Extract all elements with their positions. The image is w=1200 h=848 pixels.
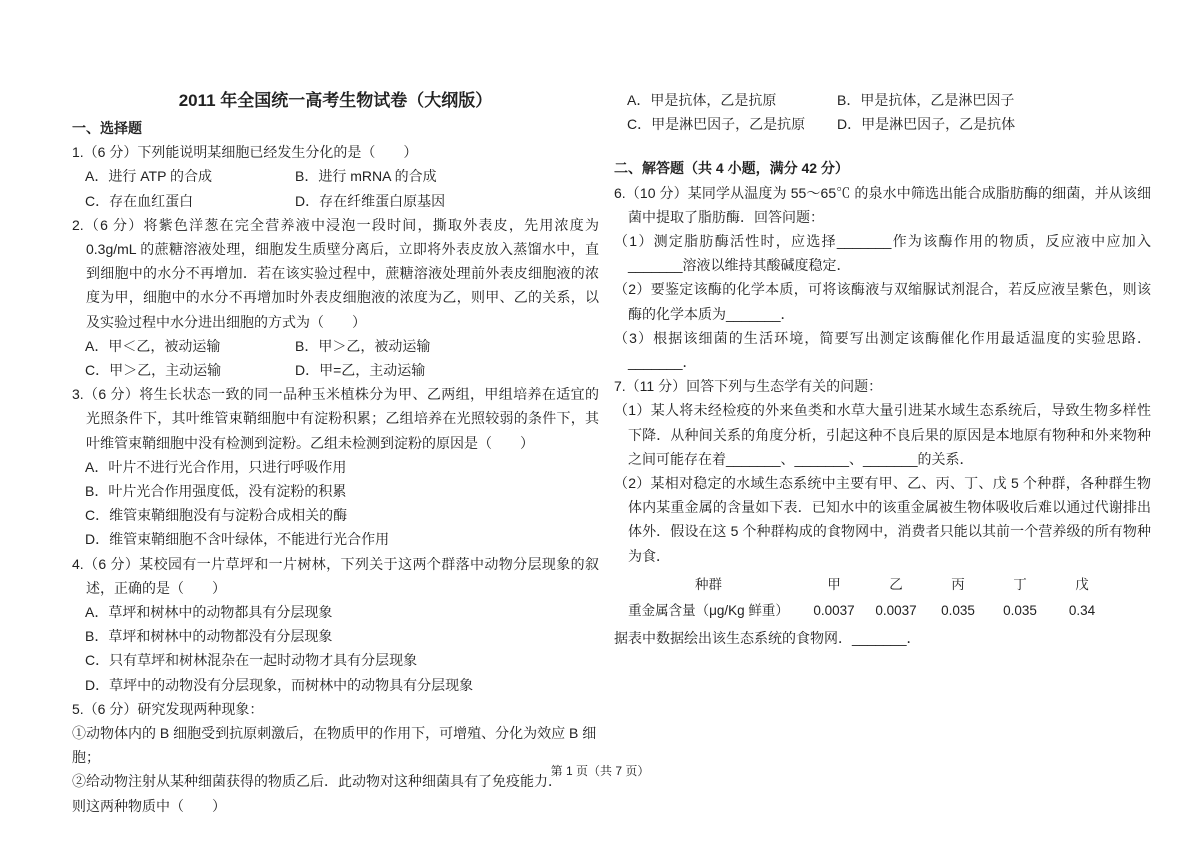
question-3-option-a: A．叶片不进行光合作用，只进行呼吸作用 [85,458,347,475]
question-1-stem: 1.（6 分）下列能说明某细胞已经发生分化的是（ ） [72,144,418,161]
question-4-option-a: A．草坪和树林中的动物都具有分层现象 [85,604,333,621]
question-6-stem: 6.（10 分）某同学从温度为 55～65℃ 的泉水中筛选出能合成脂肪酶的细菌，并从该细菌中提取了脂肪酶．回答问题： [614,184,1151,225]
question-5-options-cd [614,112,1151,136]
question-4-option-b: B．草坪和树林中的动物都没有分层现象 [85,628,333,645]
question-3-option-c: C．维管束鞘细胞没有与淀粉合成相关的酶 [85,507,348,524]
question-2-option-b: B．甲＞乙，被动运输 [295,337,431,354]
question-6-part-1: （1）测定脂肪酶活性时，应选择_______作为该酶作用的物质，反应液中应加入_______溶液以维持其酸碱度稳定． [614,233,1151,274]
question-2-options-ab [72,334,599,358]
question-3-option-d: D．维管束鞘细胞不含叶绿体，不能进行光合作用 [85,531,390,548]
table-header-wu: 戊 [1075,576,1089,592]
question-7-part-2: （2）某相对稳定的水域生态系统中主要有甲、乙、丙、丁、戊 5 个种群，各种群生物体内某重金属的含量如下表．已知水中的该重金属被生物体吸收后难以通过代谢排出体外．假设在这 5 个种群构成的食物网中，消费者只能以其前一个营养级的所有物种为食． [614,475,1151,564]
table-data-row [614,598,1113,624]
section2-header: 二、解答题（共 4 小题，满分 42 分） [614,160,849,177]
left-column [72,88,599,818]
question-7-part-1: （1）某人将未经检疫的外来鱼类和水草大量引进某水域生态系统后，导致生物多样性下降．从种间关系的角度分析，引起这种不良后果的原因是本地原有物种和外来物种之间可能存在着_______、_______、_______的关系． [614,402,1151,467]
question-5-tail: 则这两种物质中（ ） [72,797,226,814]
question-1-option-c: C．存在血红蛋白 [85,192,194,209]
question-1-options-ab [72,164,599,188]
question-5-stem: 5.（6 分）研究发现两种现象： [72,700,264,717]
question-2-stem: 2.（6 分）将紫色洋葱在完全营养液中浸泡一段时间，撕取外表皮，先用浓度为 0.3g/mL 的蔗糖溶液处理，细胞发生质壁分离后，立即将外表皮放入蒸馏水中，直到细胞中的水分不再增加．若在该实验过程中，蔗糖溶液处理前外表皮细胞液的浓度为甲，细胞中的水分不再增加时外表皮细胞液的浓度为乙，则甲、乙的关系，以及实验过程中水分进出细胞的方式为（ ） [72,216,599,330]
question-7-part-3: 据表中数据绘出该生态系统的食物网．_______． [614,629,921,646]
question-5-option-a: A．甲是抗体，乙是抗原 [627,92,777,108]
table-value-yi: 0.0037 [875,602,917,618]
question-4-stem: 4.（6 分）某校园有一片草坪和一片树林，下列关于这两个群落中动物分层现象的叙述，正确的是（ ） [72,555,599,596]
table-header-jia: 甲 [827,576,841,592]
question-5-item-1: ①动物体内的 B 细胞受到抗原刺激后，在物质甲的作用下，可增殖、分化为效应 B 细胞； [72,725,597,766]
question-3-option-b: B．叶片光合作用强度低，没有淀粉的积累 [85,483,347,500]
question-3-stem: 3.（6 分）将生长状态一致的同一品种玉米植株分为甲、乙两组，甲组培养在适宜的光照条件下，其叶维管束鞘细胞中有淀粉积累；乙组培养在光照较弱的条件下，其叶维管束鞘细胞中没有检测到淀粉。乙组未检测到淀粉的原因是（ ） [72,386,599,451]
section1-header: 一、选择题 [72,120,142,136]
question-5-item-2: ②给动物注射从某种细菌获得的物质乙后．此动物对这种细菌具有了免疫能力． [72,773,562,790]
question-1-options-cd [72,189,599,213]
question-4-option-c: C．只有草坪和树林混杂在一起时动物才具有分层现象 [85,652,418,669]
table-header-ding: 丁 [1013,576,1027,592]
question-6-part-2: （2）要鉴定该酶的化学本质，可将该酶液与双缩脲试剂混合，若反应液呈紫色，则该酶的化学本质为_______． [614,281,1151,322]
table-row-label: 重金属含量（μg/Kg 鲜重） [628,602,789,618]
question-1-option-d: D．存在纤维蛋白原基因 [295,192,446,209]
table-header-bing: 丙 [951,576,965,592]
question-7-stem: 7.（11 分）回答下列与生态学有关的问题： [614,378,883,395]
table-value-wu: 0.34 [1068,602,1096,618]
question-2-option-c: C．甲＞乙，主动运输 [85,362,222,379]
question-1-option-b: B．进行 mRNA 的合成 [295,168,437,185]
question-5-option-d: D．甲是淋巴因子，乙是抗体 [837,116,1016,133]
right-column [614,88,1151,818]
table-header-species: 种群 [695,576,722,592]
page-footer: 第 1 页（共 7 页） [550,764,650,778]
table-header-yi: 乙 [889,576,903,592]
table-header-row [614,572,1113,598]
table-value-ding: 0.035 [1003,602,1037,618]
question-5-option-c: C．甲是淋巴因子，乙是抗原 [627,116,806,133]
question-2-option-a: A．甲＜乙，被动运输 [85,337,221,354]
question-5-options-ab [614,88,1151,112]
question-6-part-3: （3）根据该细菌的生活环境，简要写出测定该酶催化作用最适温度的实验思路．_______． [614,329,1151,371]
question-4-option-d: D．草坪中的动物没有分层现象，而树林中的动物具有分层现象 [85,676,474,693]
question-1-option-a: A．进行 ATP 的合成 [85,168,213,185]
question-2-options-cd [72,358,599,382]
heavy-metal-table [614,572,1113,624]
table-value-jia: 0.0037 [813,602,855,618]
question-2-option-d: D．甲=乙，主动运输 [295,362,426,379]
table-value-bing: 0.035 [941,602,975,618]
question-5-option-b: B．甲是抗体，乙是淋巴因子 [837,92,1015,108]
exam-title: 2011 年全国统一高考生物试卷（大纲版） [178,91,493,110]
